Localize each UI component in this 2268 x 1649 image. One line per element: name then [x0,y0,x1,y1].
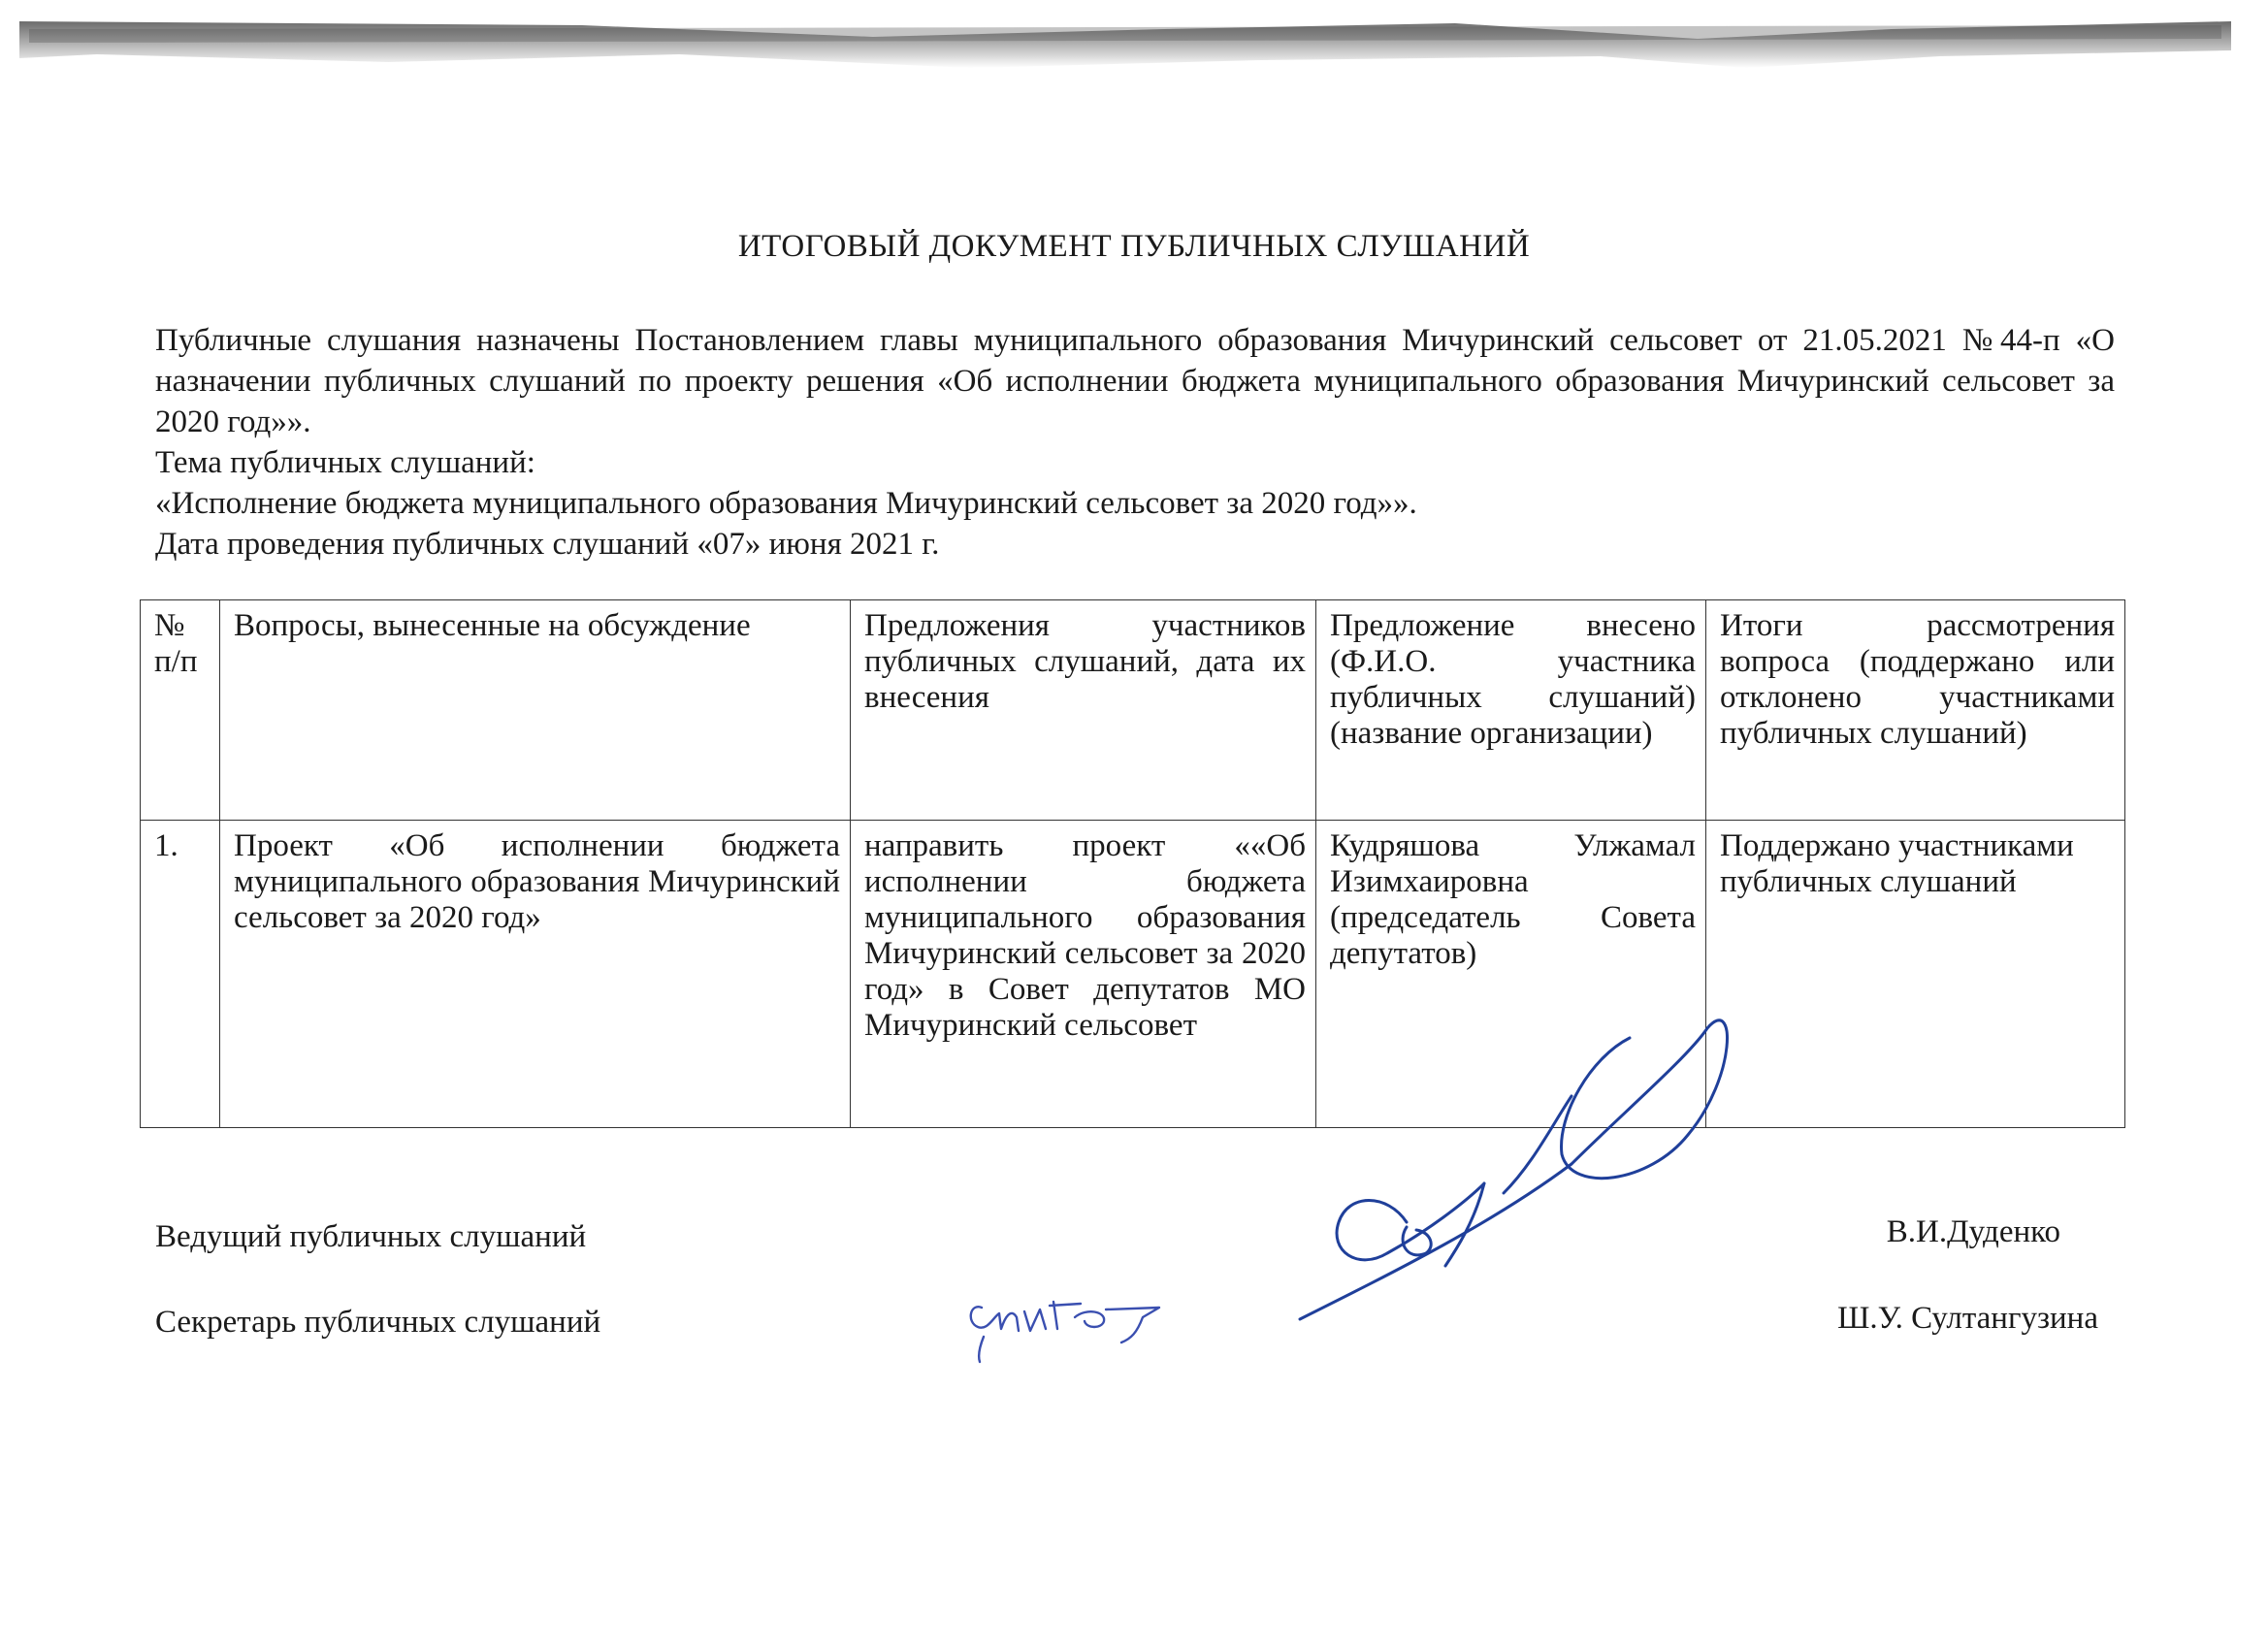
header-number: № п/п [141,600,220,821]
table-row [141,821,2125,1128]
row-question: Проект «Об исполнении бюджета муниципального образования Мичуринский сельсовет за 2020 год» [220,821,851,1128]
scan-edge-shadow [0,0,2268,78]
header-result: Итоги рассмотрения вопроса (поддержано или отклонено участниками публичных слушаний) [1706,600,2125,821]
table-header-row [141,600,2125,821]
hearing-date: Дата проведения публичных слушаний «07» июня 2021 г. [155,527,940,562]
document-title: ИТОГОВЫЙ ДОКУМЕНТ ПУБЛИЧНЫХ СЛУШАНИЙ [737,229,1531,264]
secretary-name: Ш.У. Султангузина [1837,1301,2098,1336]
intro-block [155,320,2115,565]
secretary-label: Секретарь публичных слушаний [155,1305,601,1340]
row-result: Поддержано участниками публичных слушаний [1706,821,2125,1128]
host-signature [1280,999,1746,1339]
host-label: Ведущий публичных слушаний [155,1219,587,1254]
topic-label: Тема публичных слушаний: [155,445,535,480]
header-author: Предложение внесено (Ф.И.О. участника публичных слушаний) (название организации) [1316,600,1706,821]
secretary-signature [960,1278,1183,1366]
row-author: Кудряшова Улжамал Изимхаировна (председатель Совета депутатов) [1316,821,1706,1128]
results-table [140,599,2125,1128]
intro-paragraph: Публичные слушания назначены Постановлением главы муниципального образования Мичуринский сельсовет от 21.05.2021 №44-п «О назначении публичных слушаний по проекту решения «Об исполнении бюджета муниципального образования Мичуринский сельсовет за 2020 год»». [155,323,2115,439]
header-proposals: Предложения участников публичных слушаний, дата их внесения [851,600,1316,821]
topic-text: «Исполнение бюджета муниципального образования Мичуринский сельсовет за 2020 год»». [155,486,1417,521]
header-questions: Вопросы, вынесенные на обсуждение [220,600,851,821]
row-proposal: направить проект ««Об исполнении бюджета муниципального образования Мичуринский сельсовет за 2020 год» в Совет депутатов МО Мичуринский сельсовет [851,821,1316,1128]
row-number: 1. [141,821,220,1128]
host-name: В.И.Дуденко [1886,1214,2060,1249]
